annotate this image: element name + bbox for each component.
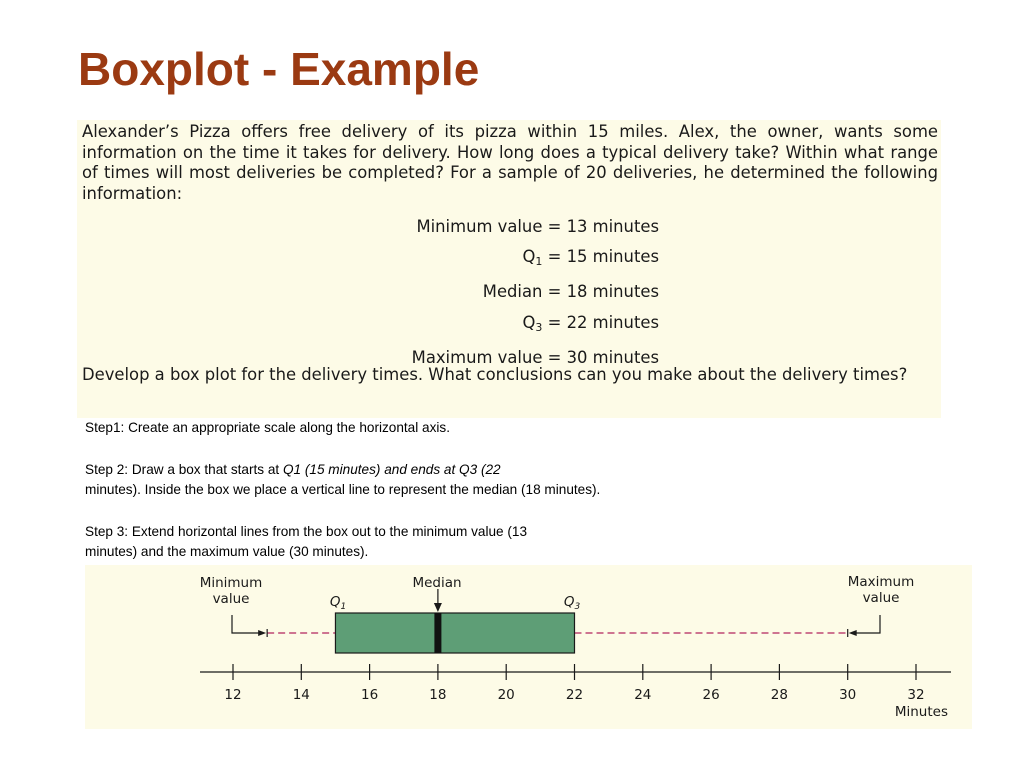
- median-arrow-head: [434, 603, 442, 612]
- box-q1-q3: [335, 613, 574, 653]
- step-1: Step1: Create an appropriate scale along the horizontal axis.: [85, 420, 450, 435]
- x-axis-tick-label: 32: [907, 687, 925, 703]
- stat-value: 15 minutes: [566, 247, 659, 267]
- x-axis-tick-label: 24: [634, 687, 652, 703]
- stat-subscript: 3: [535, 320, 543, 334]
- x-axis-tick-label: 16: [361, 687, 379, 703]
- step-2: [85, 460, 805, 501]
- x-axis-tick-label: 26: [702, 687, 720, 703]
- step-3-text-cont: minutes) and the maximum value (30 minutes).: [85, 544, 369, 559]
- x-axis-tick-label: 12: [224, 687, 242, 703]
- step-2-text: Step 2: Draw a box that starts at: [85, 461, 283, 477]
- stat-value: 30 minutes: [566, 347, 659, 367]
- max-pointer-arrowhead: [849, 630, 857, 636]
- minimum-value-label-line2: value: [212, 591, 250, 607]
- boxplot-svg: [85, 565, 972, 729]
- median-label: Median: [412, 575, 462, 591]
- stat-row-q3: $Q_3 = 22$ minutes: [522, 312, 659, 334]
- x-axis-title: Minutes: [894, 704, 948, 720]
- instruction-steps: [85, 418, 805, 584]
- stat-label: Median: [482, 282, 543, 302]
- step-3: [85, 522, 805, 563]
- stat-value: 13 minutes: [566, 217, 659, 236]
- stat-row-minimum: Minimum value = 13 minutes: [416, 217, 659, 236]
- boxplot-chart: [85, 565, 972, 729]
- q1-label: $Q_1$: [329, 594, 347, 612]
- problem-paragraph-1: Alexander’s Pizza offers free delivery of its pizza within 15 miles. Alex, the owner, wants some information on the time it takes for delivery. How long does a typical delivery take? Within what range of times will most deliveries be completed? For a sample of 20 deliveries, he determined the following information:: [82, 122, 938, 203]
- stat-label: Q: [522, 247, 536, 267]
- stat-label: Q: [522, 312, 536, 332]
- stat-label: Minimum value: [416, 217, 543, 236]
- stat-row-median: Median = 18 minutes: [482, 282, 659, 302]
- minimum-value-label-line1: Minimum: [199, 575, 263, 591]
- step-2-italic: Q1 (15 minutes) and ends at Q3 (22: [282, 461, 501, 477]
- page-title: Boxplot - Example: [78, 43, 480, 95]
- min-pointer-line: [232, 615, 261, 633]
- max-pointer-line: [854, 615, 880, 633]
- stat-row-maximum: Maximum value = 30 minutes: [411, 347, 659, 367]
- stat-label: Maximum value: [411, 347, 543, 367]
- x-axis-tick-label: 18: [429, 687, 447, 703]
- problem-statement: [77, 120, 941, 418]
- step-3-text: Step 3: Extend horizontal lines from the box out to the minimum value (13: [85, 523, 528, 539]
- min-pointer-arrowhead: [258, 630, 266, 636]
- step-2-text-cont: minutes). Inside the box we place a vertical line to represent the median (18 minutes).: [85, 482, 601, 497]
- x-axis-tick-label: 20: [497, 687, 515, 703]
- maximum-value-label-line2: value: [862, 590, 900, 606]
- x-axis-tick-label: 28: [770, 687, 788, 703]
- x-axis-tick-label: 22: [565, 687, 584, 703]
- stat-value: 18 minutes: [566, 282, 659, 302]
- median-line: [434, 613, 441, 653]
- x-axis-tick-label: 30: [839, 687, 857, 703]
- stat-subscript: 1: [535, 255, 543, 269]
- stat-value: 22 minutes: [566, 312, 659, 332]
- stat-row-q1: $Q_1 = 15$ minutes: [522, 247, 659, 269]
- x-axis-tick-label: 14: [292, 687, 310, 703]
- problem-paragraph-2: Develop a box plot for the delivery times. What conclusions can you make about the delivery times?: [82, 365, 908, 384]
- summary-statistics: [77, 212, 659, 373]
- maximum-value-label-line1: Maximum: [847, 574, 915, 590]
- q3-label: $Q_3$: [563, 594, 581, 612]
